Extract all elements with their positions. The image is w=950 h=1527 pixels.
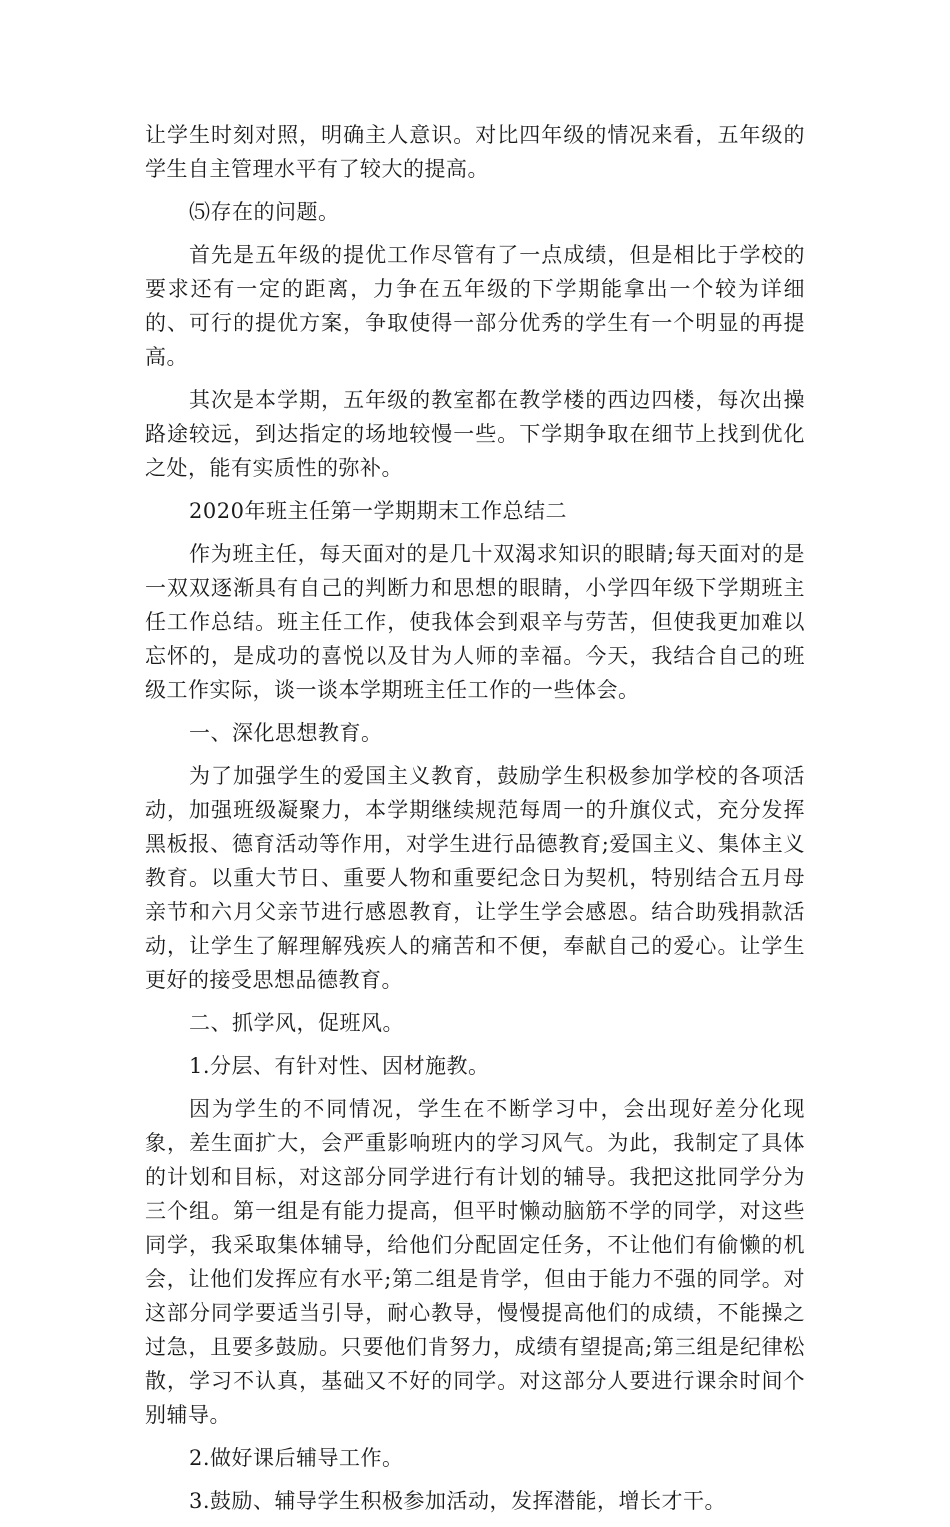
paragraph: 其次是本学期，五年级的教室都在教学楼的西边四楼，每次出操路途较远，到达指定的场地较慢一些。下学期争取在细节上找到优化之处，能有实质性的弥补。 bbox=[145, 388, 805, 480]
subheading-study-style: 二、抓学风，促班风。 bbox=[189, 1011, 404, 1035]
subheading-problems: ⑸存在的问题。 bbox=[189, 200, 340, 224]
section-title: 2020年班主任第一学期期末工作总结二 bbox=[189, 499, 567, 523]
paragraph: 首先是五年级的提优工作尽管有了一点成绩，但是相比于学校的要求还有一定的距离，力争在五年级的下学期能拿出一个较为详细的、可行的提优方案，争取使得一部分优秀的学生有一个明显的再提高。 bbox=[145, 243, 805, 369]
paragraph: 因为学生的不同情况，学生在不断学习中，会出现好差分化现象，差生面扩大，会严重影响班内的学习风气。为此，我制定了具体的计划和目标，对这部分同学进行有计划的辅导。我把这批同学分为三个组。第一组是有能力提高，但平时懒动脑筋不学的同学，对这些同学，我采取集体辅导，给他们分配固定任务，不让他们有偷懒的机会，让他们发挥应有水平;第二组是肯学，但由于能力不强的同学。对这部分同学要适当引导，耐心教导，慢慢提高他们的成绩，不能操之过急，且要多鼓励。只要他们肯努力，成绩有望提高;第三组是纪律松散，学习不认真，基础又不好的同学。对这部分人要进行课余时间个别辅导。 bbox=[145, 1097, 805, 1427]
list-item: 1.分层、有针对性、因材施教。 bbox=[189, 1054, 490, 1078]
list-item: 2.做好课后辅导工作。 bbox=[189, 1446, 404, 1470]
subheading-thought-education: 一、深化思想教育。 bbox=[189, 721, 383, 745]
paragraph-continued: 让学生时刻对照，明确主人意识。对比四年级的情况来看，五年级的学生自主管理水平有了较大的提高。 bbox=[145, 123, 805, 181]
paragraph: 作为班主任，每天面对的是几十双渴求知识的眼睛;每天面对的是一双双逐渐具有自己的判断力和思想的眼睛，小学四年级下学期班主任工作总结。班主任工作，使我体会到艰辛与劳苦，但使我更加难以忘怀的，是成功的喜悦以及甘为人师的幸福。今天，我结合自己的班级工作实际，谈一谈本学期班主任工作的一些体会。 bbox=[145, 542, 805, 702]
list-item: 3.鼓励、辅导学生积极参加活动，发挥潜能，增长才干。 bbox=[189, 1489, 727, 1513]
document-body bbox=[145, 118, 805, 1527]
paragraph: 为了加强学生的爱国主义教育，鼓励学生积极参加学校的各项活动，加强班级凝聚力，本学期继续规范每周一的升旗仪式，充分发挥黑板报、德育活动等作用，对学生进行品德教育;爱国主义、集体主义教育。以重大节日、重要人物和重要纪念日为契机，特别结合五月母亲节和六月父亲节进行感恩教育，让学生学会感恩。结合助残捐款活动，让学生了解理解残疾人的痛苦和不便，奉献自己的爱心。让学生更好的接受思想品德教育。 bbox=[145, 764, 805, 992]
